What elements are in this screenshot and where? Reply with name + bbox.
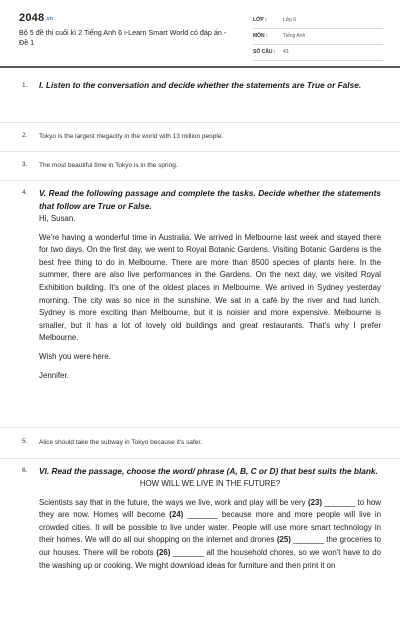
question-item: [0, 152, 400, 181]
meta-table: [253, 14, 383, 62]
question-number: 3.: [22, 161, 28, 168]
letter-greeting: Hi, Susan.: [39, 214, 76, 223]
document-title: Bộ 5 đề thi cuối kì 2 Tiếng Anh 6 i-Learn Smart World có đáp án - Đề 1: [19, 28, 227, 47]
question-list: [0, 78, 400, 619]
letter-signature: Jennifer.: [39, 370, 69, 380]
blank-number: (24): [169, 510, 184, 520]
passage-text: _______ to how they are now. Homes will become: [39, 497, 381, 520]
passage-text: _______ all the household chores, so we won't have to do the washing up or cooking. We might download ideas for furniture and then print it on: [39, 547, 381, 570]
page-header: [0, 0, 400, 62]
question-item: [0, 459, 400, 619]
header-divider: [0, 66, 400, 68]
meta-label: MÔN :: [253, 33, 268, 39]
question-item: [0, 428, 400, 459]
question-body: [39, 459, 381, 572]
question-number: 6.: [22, 467, 28, 474]
passage-heading: HOW WILL WE LIVE IN THE FUTURE?: [139, 479, 281, 488]
meta-value: 43: [283, 49, 289, 55]
meta-label: SỐ CÂU :: [253, 49, 276, 55]
reading-passage: We're having a wonderful time in Australia. We arrived in Melbourne last week and stayed there for two days. On the first day, we went to Royal Botanic Gardens. Visiting Botanic Gardens is the best free thing to do in Melbourne. There are more than 8500 species of plants here. In the summer, there are also live performances in the Gardens. On the next day, we visited Royal Exhibition building. It's one of the oldest places in Melbourne. We arrived in Sydney yesterday morning. The city was so nice in the sunshine. We sat in a café by the river and had lunch. Sydney is more exciting than Melbourne, but it is noisier and more expensive. Melbourne is smaller, but it has a lot of lovely old buildings and great restaurants. That's why I prefer Melbourne.: [39, 232, 381, 343]
question-body: [39, 181, 381, 382]
question-item: [0, 123, 400, 152]
meta-value: Lớp 6: [283, 17, 297, 23]
meta-label: LỚP :: [253, 17, 267, 23]
blank-number: (26): [156, 547, 171, 557]
question-statement: Tokyo is the largest megacity in the world with 13 million people.: [39, 133, 224, 140]
question-number: 4.: [22, 189, 28, 196]
blank-number: (23): [307, 497, 323, 507]
question-instruction: V. Read the following passage and complete the tasks. Decide whether the statements that follow are True or False.: [39, 188, 381, 211]
question-statement: The most beautiful time in Tokyo is in the spring.: [39, 162, 178, 169]
question-instruction: I. Listen to the conversation and decide whether the statements are True or False.: [39, 80, 362, 90]
site-logo[interactable]: [19, 12, 53, 24]
meta-row-subject: [253, 30, 383, 45]
meta-row-count: [253, 46, 383, 61]
question-item: [0, 78, 400, 123]
blank-number: (25): [276, 535, 291, 545]
question-item: [0, 181, 400, 428]
letter-closing: Wish you were here.: [39, 351, 111, 361]
meta-value: Tiếng Anh: [283, 33, 306, 39]
logo-text: 2048: [19, 12, 45, 24]
passage-text: _______ because more and more people will live in crowded cities. It will be possible to live under water. People will use more smart technology in their homes. We will do all our shopping on the internet and drones: [39, 510, 381, 545]
passage-text: _______ the groceries to our houses. There will be robots: [39, 535, 381, 557]
question-number: 5.: [22, 438, 28, 445]
passage-text: Scientists say that in the future, the ways we live, work and play will be very: [39, 497, 306, 507]
question-instruction: VI. Read the passage, choose the word/ phrase (A, B, C or D) that best suits the blank.: [39, 466, 378, 476]
logo-suffix: .vn: [45, 16, 54, 22]
question-number: 1.: [22, 82, 28, 89]
question-statement: Alice should take the subway in Tokyo because it's safer.: [39, 439, 202, 446]
cloze-passage: [39, 497, 381, 573]
meta-row-class: [253, 14, 383, 29]
question-number: 2.: [22, 132, 28, 139]
